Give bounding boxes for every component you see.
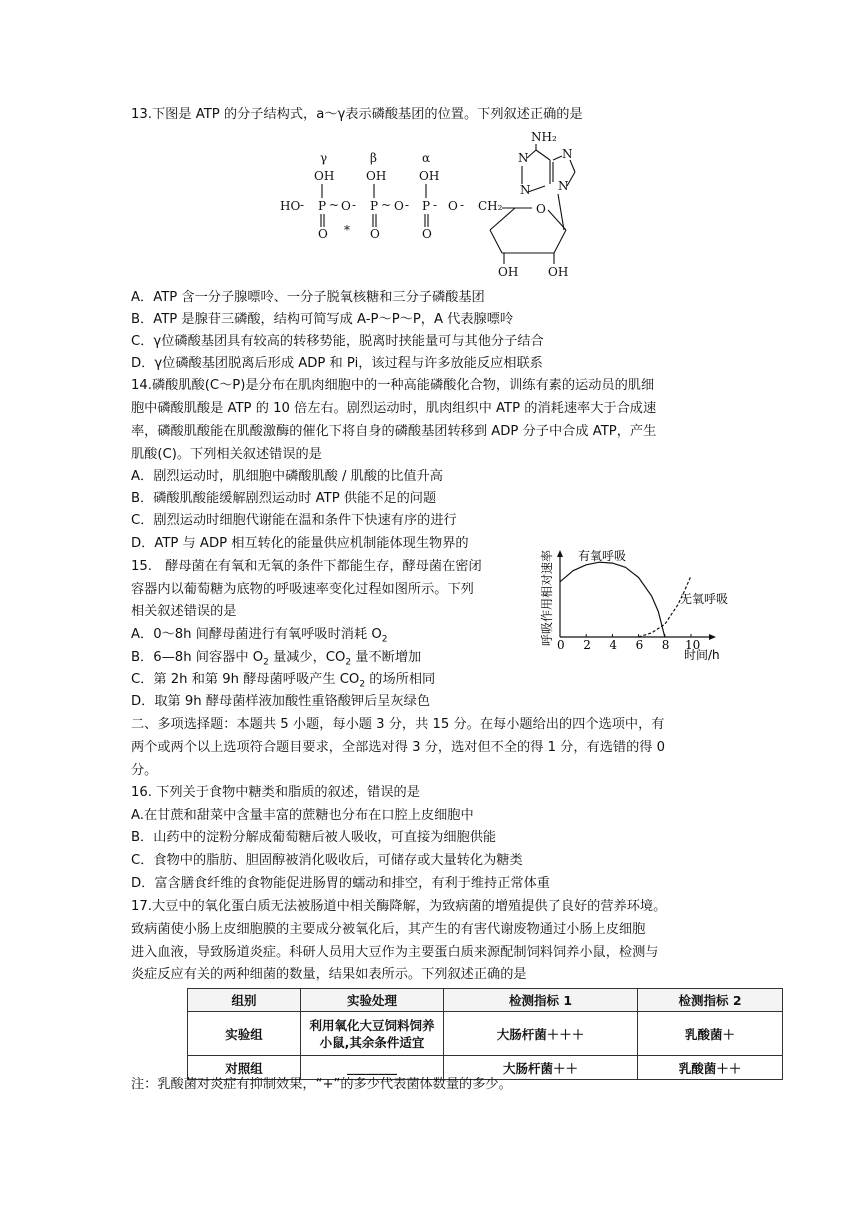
anaerobic-series-label: 无氧呼吸 <box>680 592 729 606</box>
q16-option-d: D．富含膳食纤维的食物能促进肠胃的蠕动和排空，有利于维持正常体重 <box>131 876 550 891</box>
svg-text:O: O <box>370 227 380 241</box>
experiment-table <box>187 988 783 1080</box>
svg-text:-: - <box>352 198 357 212</box>
nh2-label: NH₂ <box>531 130 557 144</box>
q15-line-1: 15. 酵母菌在有氧和无氧的条件下都能生存，酵母菌在密闭 <box>131 559 482 574</box>
header-treatment: 实验处理 <box>301 989 444 1012</box>
q16-option-b: B．山药中的淀粉分解成葡萄糖后被人吸收，可直接为细胞供能 <box>131 830 497 845</box>
svg-text:-: - <box>460 198 465 212</box>
svg-text:N: N <box>562 147 573 161</box>
svg-text:N: N <box>518 151 529 165</box>
respiration-rate-chart <box>536 546 736 668</box>
x-axis-label: 时间/h <box>684 648 720 662</box>
x-tick-label: 10 <box>685 638 701 652</box>
svg-text:-: - <box>300 198 305 212</box>
q13-option-c: C．γ位磷酸基团具有较高的转移势能，脱离时挟能量可与其他分子结合 <box>131 334 544 349</box>
q15-line-3: 相关叙述错误的是 <box>131 604 237 619</box>
svg-text:P: P <box>318 199 327 213</box>
cell-treatment: 利用氧化大豆饲料饲养 小鼠,其余条件适宜 <box>301 1012 444 1056</box>
alpha-label: α <box>422 151 431 165</box>
q16-stem: 16. 下列关于食物中糖类和脂质的叙述，错误的是 <box>131 785 420 800</box>
q14-line-1: 14.磷酸肌酸(C～P)是分布在肌肉细胞中的一种高能磷酸化合物，训练有素的运动员的肌细 <box>131 378 655 393</box>
q14-line-3: 率，磷酸肌酸能在肌酸激酶的催化下将自身的磷酸基团转移到 ADP 分子中合成 ATP，产生 <box>131 424 657 439</box>
svg-text:O: O <box>536 202 546 216</box>
y-axis-label: 呼吸作用相对速率 <box>540 549 554 646</box>
q13-stem: 13.下图是 ATP 的分子结构式，a～γ表示磷酸基团的位置。下列叙述正确的是 <box>131 107 583 122</box>
y-axis-arrow <box>557 550 563 557</box>
gamma-label: γ <box>320 151 328 165</box>
table-row <box>188 1012 783 1056</box>
svg-text:OH: OH <box>419 169 440 183</box>
svg-text:P: P <box>422 199 431 213</box>
beta-label: β <box>370 151 377 165</box>
q15-option-c: C．第 2h 和第 9h 酵母菌呼吸产生 $CO_2$ 的场所相同 <box>131 672 436 690</box>
q15-option-b: B．6—8h 间容器中 $O_2$ 量减少，$CO_2$ 量不断增加 <box>131 650 422 668</box>
svg-text:OH: OH <box>548 265 569 279</box>
aerobic-series-line <box>560 562 665 637</box>
x-axis-arrow <box>709 634 716 640</box>
svg-text:O: O <box>422 227 432 241</box>
svg-text:N: N <box>520 183 531 197</box>
anaerobic-series-line <box>639 576 691 637</box>
cell-indicator-1: 大肠杆菌＋＋＋ <box>444 1012 638 1056</box>
svg-text:O: O <box>341 199 351 213</box>
q14-option-d: D．ATP 与 ADP 相互转化的能量供应机制能体现生物界的 <box>131 536 469 551</box>
q13-option-a: A．ATP 含一分子腺嘌呤、一分子脱氧核糖和三分子磷酸基团 <box>131 290 485 305</box>
atp-structure-diagram <box>270 126 600 286</box>
cell-indicator-2: 乳酸菌＋ <box>638 1012 783 1056</box>
q14-option-c: C．剧烈运动时细胞代谢能在温和条件下快速有序的进行 <box>131 513 457 528</box>
q13-option-d: D．γ位磷酸基团脱离后形成 ADP 和 Pi，该过程与许多放能反应相联系 <box>131 356 543 371</box>
aerobic-series-label: 有氧呼吸 <box>578 549 627 563</box>
cell-group: 实验组 <box>188 1012 301 1056</box>
svg-text:~: ~ <box>329 198 340 212</box>
svg-text:*: * <box>344 223 350 237</box>
q14-line-2: 胞中磷酸肌酸是 ATP 的 10 倍左右。剧烈运动时，肌肉组织中 ATP 的消耗速率大于合成速 <box>131 401 657 416</box>
x-tick-label: 8 <box>661 638 670 652</box>
x-tick-label: 6 <box>635 638 644 652</box>
q14-option-b: B．磷酸肌酸能缓解剧烈运动时 ATP 供能不足的问题 <box>131 491 437 506</box>
table-header-row <box>188 989 783 1012</box>
header-indicator-1: 检测指标 1 <box>444 989 638 1012</box>
svg-text:HO: HO <box>280 199 301 213</box>
q16-option-a: A.在甘蔗和甜菜中含量丰富的蔗糖也分布在口腔上皮细胞中 <box>131 808 474 823</box>
q14-option-a: A．剧烈运动时，肌细胞中磷酸肌酸 / 肌酸的比值升高 <box>131 469 443 484</box>
svg-text:P: P <box>370 199 379 213</box>
svg-text:OH: OH <box>314 169 335 183</box>
header-indicator-2: 检测指标 2 <box>638 989 783 1012</box>
svg-text:-: - <box>433 198 438 212</box>
q17-line-1: 17.大豆中的氧化蛋白质无法被肠道中相关酶降解，为致病菌的增殖提供了良好的营养环境。 <box>131 899 667 914</box>
section2-line-2: 两个或两个以上选项符合题目要求，全部选对得 3 分，选对但不全的得 1 分，有选错的得 0 <box>131 740 666 755</box>
section2-line-3: 分。 <box>131 763 158 778</box>
x-tick-label: 0 <box>557 638 565 652</box>
section2-line-1: 二、多项选择题：本题共 5 小题，每小题 3 分，共 15 分。在每小题给出的四个选项中，有 <box>131 717 665 732</box>
q14-line-4: 肌酸(C)。下列相关叙述错误的是 <box>131 447 322 462</box>
q17-line-3: 进入血液，导致肠道炎症。科研人员用大豆作为主要蛋白质来源配制饲料饲养小鼠，检测与 <box>131 945 659 960</box>
svg-text:OH: OH <box>366 169 387 183</box>
q17-note: 注：乳酸菌对炎症有抑制效果，“+”的多少代表菌体数量的多少。 <box>131 1077 512 1092</box>
cell-indicator-2: 乳酸菌＋＋ <box>638 1056 783 1080</box>
svg-text:CH₂: CH₂ <box>478 199 503 213</box>
q17-line-4: 炎症反应有关的两种细菌的数量，结果如表所示。下列叙述正确的是 <box>131 967 527 982</box>
x-tick-label: 2 <box>583 638 591 652</box>
svg-text:OH: OH <box>498 265 519 279</box>
cell-treatment-blank: ________ <box>301 1056 444 1080</box>
svg-text:~: ~ <box>381 198 392 212</box>
svg-text:N: N <box>558 179 569 193</box>
q13-option-b: B．ATP 是腺苷三磷酸，结构可简写成 A-P～P～P，A 代表腺嘌呤 <box>131 312 514 327</box>
q15-option-a: A．0～8h 间酵母菌进行有氧呼吸时消耗 $O_2$ <box>131 627 388 645</box>
q16-option-c: C．食物中的脂肪、胆固醇被消化吸收后，可储存或大量转化为糖类 <box>131 853 523 868</box>
svg-text:O: O <box>394 199 404 213</box>
header-group: 组别 <box>188 989 301 1012</box>
x-tick-label: 4 <box>609 638 618 652</box>
q17-line-2: 致病菌使小肠上皮细胞膜的主要成分被氧化后，其产生的有害代谢废物通过小肠上皮细胞 <box>131 922 646 937</box>
svg-text:O: O <box>448 199 458 213</box>
svg-text:O: O <box>318 227 328 241</box>
cell-indicator-1: 大肠杆菌＋＋ <box>444 1056 638 1080</box>
svg-text:-: - <box>405 198 410 212</box>
q15-line-2: 容器内以葡萄糖为底物的呼吸速率变化过程如图所示。下列 <box>131 582 474 597</box>
cell-group: 对照组 <box>188 1056 301 1080</box>
q15-option-d: D．取第 9h 酵母菌样液加酸性重铬酸钾后呈灰绿色 <box>131 694 431 709</box>
